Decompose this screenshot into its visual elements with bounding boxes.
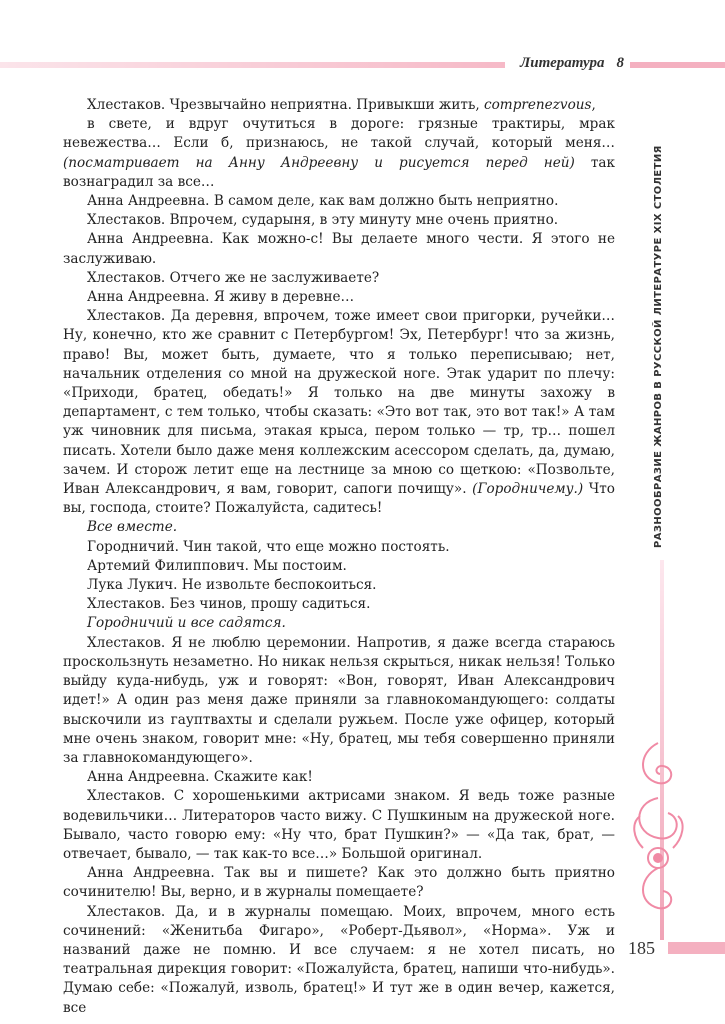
page-number: 185 (628, 938, 655, 958)
dialogue-text: Хлестаков. Да деревня, впрочем, тоже имеет свои пригорки, ручейки… Ну, конечно, кто же сравнит с Петербургом! Эх, Петербург! что за жизнь, право! Вы, может быть, думаете, что я только переписываю; нет, начальник отделения со мной на дружеской ноге. Этак ударит по плечу: «Приходи, братец, обедать!» Я только на две минуты захожу в департамент, с тем только, чтобы сказать: «Это вот так, это вот так!» А там уж чиновник для письма, этакая крыса, пером только — тр, тр… пошел писать. Хотели было даже меня коллежским асессором сделать, да, думаю, зачем. И сторож летит еще на лестнице за мною со щеткою: «Позвольте, Иван Александрович, я вам, говорит, сапоги почищу». (63, 308, 615, 498)
dialogue-text-tail: , (591, 97, 596, 113)
dialogue-line (63, 307, 615, 518)
dialogue-line (63, 96, 615, 115)
dialogue-line (63, 230, 615, 268)
dialogue-line (63, 864, 615, 902)
dialogue-text: Анна Андреевна. Я живу в деревне… (87, 289, 355, 306)
dialogue-text: Хлестаков. Я не люблю церемонии. Напротив, я даже всегда стараюсь проскользнуть незаметно. Но никак нельзя скрыться, никак нельзя! Только выйду куда-нибудь, уж и говорят: «Вон, говорят, Иван Александрович идет!» А один раз меня даже приняли за главнокомандующего: солдаты выскочили из гауптвахты и сделали ружьем. После уже офицер, который мне очень знаком, говорит мне: «Ну, братец, мы тебя совершенно приняли за главнокомандующего». (63, 634, 615, 766)
stage-direction: Все вместе. (87, 519, 178, 536)
side-section-label: РАЗНООБРАЗИЕ ЖАНРОВ В РУССКОЙ ЛИТЕРАТУРЕ XIX СТОЛЕТИЯ (653, 145, 664, 548)
dialogue-text-tail: Что вы, господа, стоите? Пожалуйста, садитесь! (63, 481, 615, 517)
play-text (63, 96, 615, 1018)
dialogue-text: Анна Андреевна. В самом деле, как вам должно быть неприятно. (87, 193, 559, 210)
header-grade: 8 (616, 55, 625, 71)
dialogue-text: Лука Лукич. Не извольте беспокоиться. (87, 577, 377, 594)
dialogue-line (63, 787, 615, 864)
header-subject: Литература (520, 55, 605, 71)
page-number-band (668, 942, 725, 954)
dialogue-line (63, 903, 615, 1018)
dialogue-text: Анна Андреевна. Скажите как! (87, 769, 313, 786)
dialogue-line (63, 192, 615, 211)
dialogue-line (63, 634, 615, 768)
header-band-right (630, 62, 725, 68)
dialogue-line (63, 211, 615, 230)
dialogue-line (63, 576, 615, 595)
dialogue-text: Анна Андреевна. Так вы и пишете? Как это должно быть приятно сочинителю! Вы, верно, и в журналы помещаете? (63, 865, 615, 901)
header-band (0, 62, 505, 68)
dialogue-line (63, 269, 615, 288)
dialogue-text: Анна Андреевна. Как можно-с! Вы делаете много чести. Я этого не заслуживаю. (63, 231, 615, 267)
dialogue-text: Хлестаков. Отчего же не заслуживаете? (87, 269, 380, 286)
dialogue-text-tail: так вознаградил за все… (63, 154, 615, 190)
stage-remark: (Городничему.) (472, 481, 584, 498)
dialogue-text: Городничий. Чин такой, что еще можно постоять. (87, 538, 450, 555)
dialogue-line (63, 288, 615, 307)
floral-ornament-icon (628, 738, 688, 918)
dialogue-line (63, 538, 615, 557)
dialogue-text: Артемий Филиппович. Мы постоим. (87, 557, 347, 574)
dialogue-line (63, 557, 615, 576)
stage-direction: Городничий и все садятся. (87, 615, 286, 632)
dialogue-text: Хлестаков. Чрезвычайно неприятна. Привыкши жить, (87, 97, 484, 113)
running-header (520, 55, 624, 72)
dialogue-text: в свете, и вдруг очутиться в дороге: грязные трактиры, мрак невежества… Если б, признаюсь, не такой случай, который меня… (63, 116, 615, 152)
dialogue-line (63, 768, 615, 787)
dialogue-line (63, 595, 615, 614)
dialogue-text: Хлестаков. Впрочем, сударыня, в эту минуту мне очень приятно. (87, 212, 559, 229)
stage-remark: (посматривает на Анну Андреевну и рисуется перед ней) (63, 154, 575, 171)
stage-remark: comprenezvous (484, 97, 592, 113)
dialogue-text: Хлестаков. Без чинов, прошу садиться. (87, 596, 371, 613)
dialogue-text: Хлестаков. С хорошенькими актрисами знаком. Я ведь тоже разные водевильчики… Литераторов часто вижу. С Пушкиным на дружеской ноге. Бывало, часто говорю ему: «Ну что, брат Пушкин?» — «Да так, брат, — отвечает, бывало, — так как-то все…» Большой оригинал. (63, 788, 615, 862)
dialogue-line (63, 115, 615, 192)
dialogue-text: Хлестаков. Да, и в журналы помещаю. Моих, впрочем, много есть сочинений: «Женитьба Фигаро», «Роберт-Дьявол», «Норма». Уж и названий даже не помню. И все случаем: я не хотел писать, но театральная дирекция говорит: «Пожалуйста, братец, напиши что-нибудь». Думаю себе: «Пожалуй, изволь, братец!» И тут же в один вечер, кажется, все (63, 903, 615, 1016)
